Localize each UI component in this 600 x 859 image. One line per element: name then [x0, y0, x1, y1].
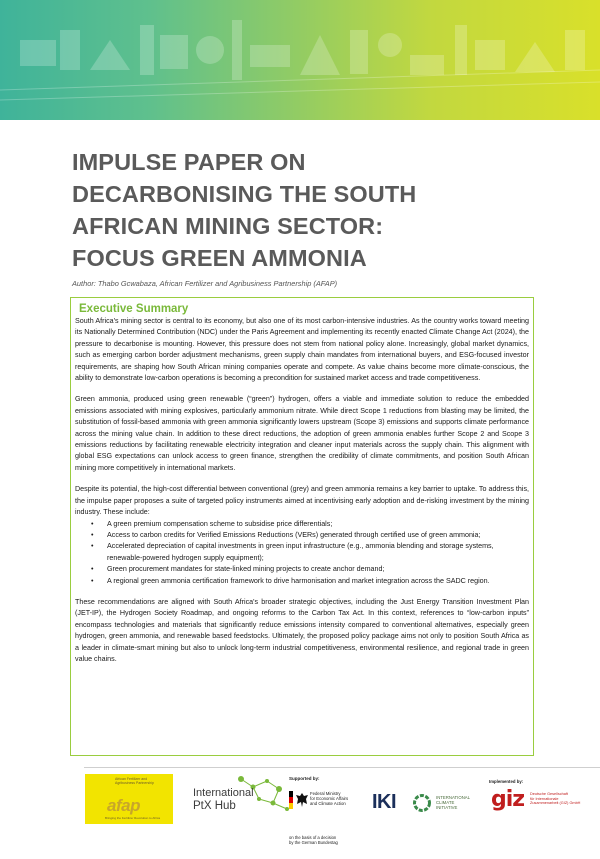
eagle-icon — [295, 792, 309, 808]
supported-by-label: Supported by: — [289, 776, 320, 781]
list-item: • Access to carbon credits for Verified Emissions Reductions (VERs) generated through certified use of green ammonia; — [91, 530, 529, 541]
summary-heading: Executive Summary — [79, 303, 189, 315]
summary-paragraph: These recommendations are aligned with South Africa's broader strategic objectives, including the Just Energy Transition Investment Plan (JET-IP), the Hydrogen Society Roadmap, and ongoing reforms to the Carbon Tax Act. In this context, references to “low-carbon inputs” encompass technologies and materials that significantly reduce emissions intensity compared to conventional alternatives, especially green hydrogen, green ammonia, and renewable based feedstocks. Ultimately, the proposed policy package aims not only to position South Africa as a leader in climate-smart mining but also to unlock long-term industrial competitiveness, environmental resilience, and regional trade in green value chains. — [75, 597, 529, 663]
giz-text: für Internationale — [530, 796, 559, 801]
footer-divider — [84, 767, 600, 768]
iki-wordmark: IKI — [372, 791, 397, 813]
title-line: FOCUS GREEN AMMONIA — [72, 245, 367, 271]
industrial-illustration — [0, 0, 600, 120]
ptx-hub-logo — [193, 773, 293, 833]
giz-wordmark: giz — [491, 787, 525, 812]
afap-text: African Fertilizer and — [115, 777, 148, 781]
basis-text: on the basis of a decision — [289, 835, 337, 840]
bmwk-text: and Climate Action — [310, 801, 346, 806]
list-item: • A regional green ammonia certification framework to drive harmonisation and market integration across the SADC region. — [91, 576, 529, 587]
giz-text: Zusammenarbeit (GIZ) GmbH — [530, 801, 581, 805]
title-line: AFRICAN MINING SECTOR: — [72, 213, 384, 239]
ptx-text: International — [193, 787, 254, 799]
list-item: • A green premium compensation scheme to subsidise price differentials; — [91, 519, 529, 530]
basis-text: by the German Bundestag — [289, 840, 338, 845]
iki-text: CLIMATE — [436, 800, 455, 805]
summary-paragraph: Despite its potential, the high-cost differential between conventional (grey) and green ammonia remains a key barrier to uptake. To address this, the impulse paper proposes a suite of targeted policy instruments aimed at incentivising early adoption and de-risking investment by the mining industry. These include: — [75, 485, 529, 517]
summary-paragraph: Green ammonia, produced using green renewable (“green”) hydrogen, offers a viable and immediate solution to reduce the embedded emissions associated with mining explosives, particularly ammonium nitrate. While direct Scope 1 reductions from blasting may be limited, the substitution of fossil-based ammonia with green ammonia significantly lowers upstream (Scope 3) emissions and supports climate performance across the mining value chain. In addition to these direct reductions, the adoption of green ammonia enables further Scope 2 and Scope 3 emissions reductions by facilitating renewable electricity integration and cleaner input materials across the supply chain. This alignment with global ESG expectations can unlock access to green finance, strengthen the credibility of climate commitments, and position South African mining more competitively in international markets. — [75, 395, 529, 472]
header-banner — [0, 0, 600, 120]
executive-summary-box — [70, 297, 534, 756]
recommendation-list — [91, 519, 529, 587]
afap-logo — [85, 774, 173, 824]
summary-paragraph: South Africa's mining sector is central to its economy, but also one of its most carbon-intensive industries. As the country works toward meeting its Nationally Determined Contribution (NDC) under the Paris Agreement and implementing its recently enacted Climate Change Act (2024), the pressure to decarbonise is mounting. However, this pressure does not stem from national policy alone. Increasingly, global market dynamics, such as emerging carbon border adjustment mechanisms, green supply chain mandates from international buyers, and ESG-focused investor requirements, are shaping how South African mining companies operate and compete. As value chains become more climate-conscious, the ability to demonstrate low-carbon operations is becoming a precondition for sustained market access and trade competitiveness. — [75, 317, 529, 383]
bmwk-text: for Economic Affairs — [310, 796, 349, 801]
implemented-by-label: Implemented by: — [489, 779, 524, 784]
document-title — [72, 146, 532, 274]
ptx-text: PtX Hub — [193, 800, 236, 812]
list-item: • Accelerated depreciation of capital investments in green input infrastructure (e.g., ammonia blending and storage systems, renewable-powered hydrogen supply equipment); — [91, 541, 529, 564]
bundestag-note — [289, 835, 338, 845]
afap-wordmark: afap — [107, 796, 140, 815]
afap-text: Agribusiness Partnership — [115, 781, 154, 785]
iki-text: INTERNATIONAL — [436, 795, 471, 800]
iki-ring-icon — [412, 793, 432, 813]
author-line: Author: Thabo Gcwabaza, African Fertilizer and Agribusiness Partnership (AFAP) — [72, 279, 338, 288]
iki-text: INITIATIVE — [436, 805, 458, 810]
title-line: DECARBONISING THE SOUTH — [72, 181, 417, 207]
giz-text-block — [530, 792, 580, 806]
title-line: IMPULSE PAPER ON — [72, 149, 306, 175]
giz-text: Deutsche Gesellschaft — [530, 792, 568, 796]
afap-tagline: Bringing the Fertilizer Revolution to Africa — [105, 816, 161, 820]
german-flag-icon — [289, 791, 293, 809]
list-item: • Green procurement mandates for state-linked mining projects to create anchor demand; — [91, 564, 529, 575]
bmwk-text: Federal Ministry — [310, 791, 341, 796]
iki-text-block — [436, 795, 470, 810]
